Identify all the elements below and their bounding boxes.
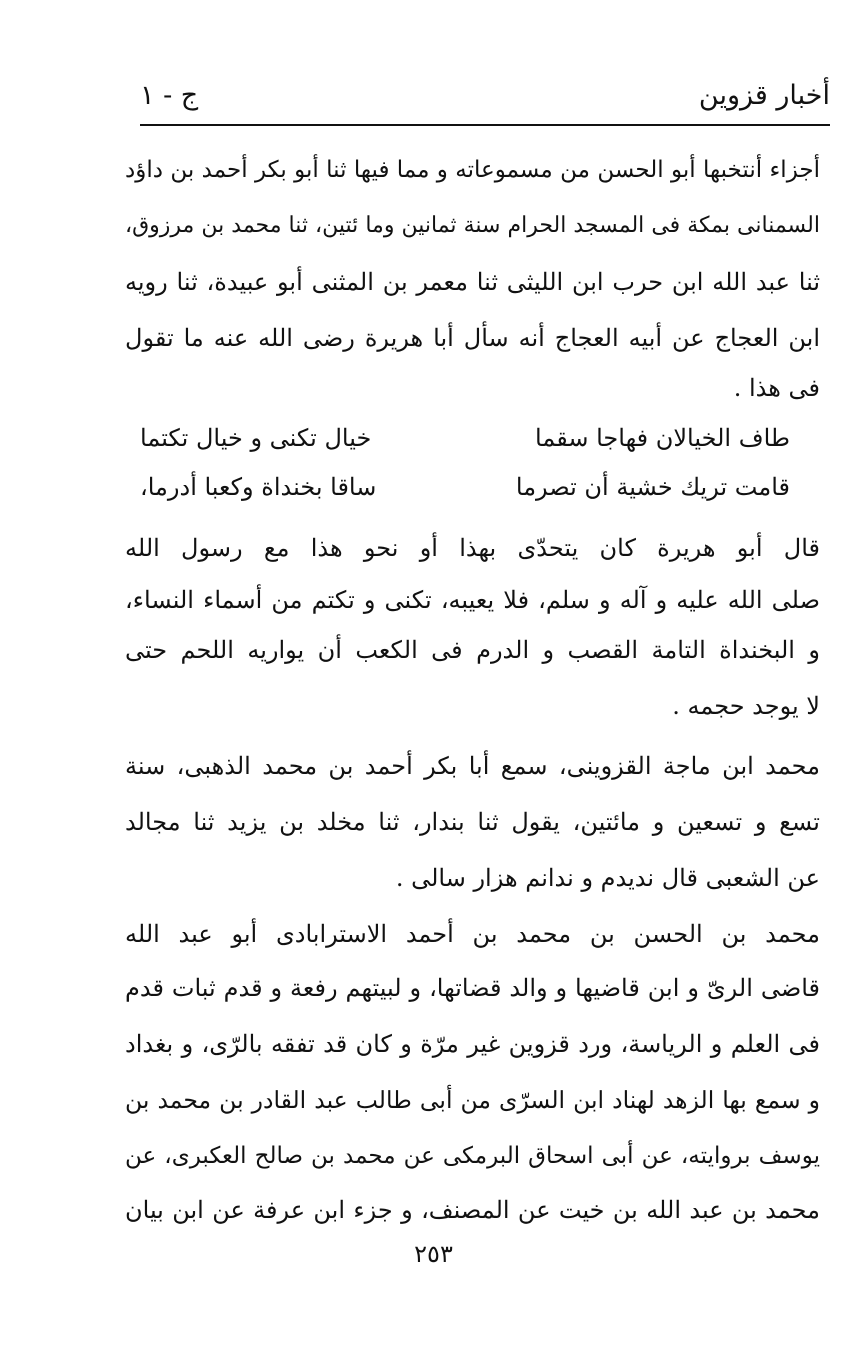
verse-hemistich-second: ساقا بخنداة وكعبا أدرما، xyxy=(140,473,377,501)
text-line: و البخنداة التامة القصب و الدرم فى الكعب أن يواريه اللحم حتى xyxy=(125,636,820,664)
header-title: أخبار قزوين xyxy=(698,80,830,111)
text-line: و سمع بها الزهد لهناد ابن السرّى من أبى طالب عبد القادر بن محمد بن xyxy=(125,1086,820,1114)
text-line: أجزاء أنتخبها أبو الحسن من مسموعاته و مما فيها ثنا أبو بكر أحمد بن داؤد xyxy=(125,157,820,183)
text-line: لا يوجد حجمه . xyxy=(672,692,820,720)
verse-line xyxy=(140,462,820,512)
verse-line xyxy=(140,413,820,463)
page-number: ٢٥٣ xyxy=(414,1240,453,1268)
text-line: عن الشعبى قال نديدم و ندانم هزار سالى . xyxy=(395,864,820,892)
text-line: قال أبو هريرة كان يتحدّى بهذا أو نحو هذا مع رسول الله xyxy=(125,534,820,562)
running-header xyxy=(140,78,830,120)
text-line: يوسف بروايته، عن أبى اسحاق البرمكى عن محمد بن صالح العكبرى، عن xyxy=(125,1143,820,1169)
text-line: فى هذا . xyxy=(733,374,820,402)
text-line: محمد ابن ماجة القزوينى، سمع أبا بكر أحمد بن محمد الذهبى، سنة xyxy=(125,752,820,780)
text-line: محمد بن عبد الله بن خيت عن المصنف، و جزء ابن عرفة عن ابن بيان xyxy=(125,1196,820,1224)
text-line: السمنانى بمكة فى المسجد الحرام سنة ثمانين وما ئتين، ثنا محمد بن مرزوق، xyxy=(125,213,820,238)
text-line: فى العلم و الرياسة، ورد قزوين غير مرّة و كان قد تفقه بالرّى، و بغداد xyxy=(125,1030,820,1058)
verse-hemistich-first: طاف الخيالان فهاجا سقما xyxy=(535,424,790,452)
verse-hemistich-first: قامت تريك خشية أن تصرما xyxy=(515,473,790,501)
verse-hemistich-second: خيال تكنى و خيال تكتما xyxy=(140,424,372,452)
text-line: ابن العجاج عن أبيه العجاج أنه سأل أبا هريرة رضى الله عنه ما تقول xyxy=(125,324,820,352)
header-rule xyxy=(140,124,830,126)
header-volume: ج - ١ xyxy=(140,80,199,111)
text-line: تسع و تسعين و مائتين، يقول ثنا بندار، ثنا مخلد بن يزيد ثنا مجالد xyxy=(125,808,820,836)
text-line: محمد بن الحسن بن محمد بن أحمد الاسترابادى أبو عبد الله xyxy=(125,920,820,948)
text-line: قاضى الرىّ و ابن قاضيها و والد قضاتها، و لبيتهم رفعة و قدم ثبات قدم xyxy=(125,974,820,1002)
text-line: ثنا عبد الله ابن حرب ابن الليثى ثنا معمر بن المثنى أبو عبيدة، ثنا رويه xyxy=(125,268,820,296)
text-line: صلى الله عليه و آله و سلم، فلا يعيبه، تكنى و تكتم من أسماء النساء، xyxy=(125,586,820,614)
